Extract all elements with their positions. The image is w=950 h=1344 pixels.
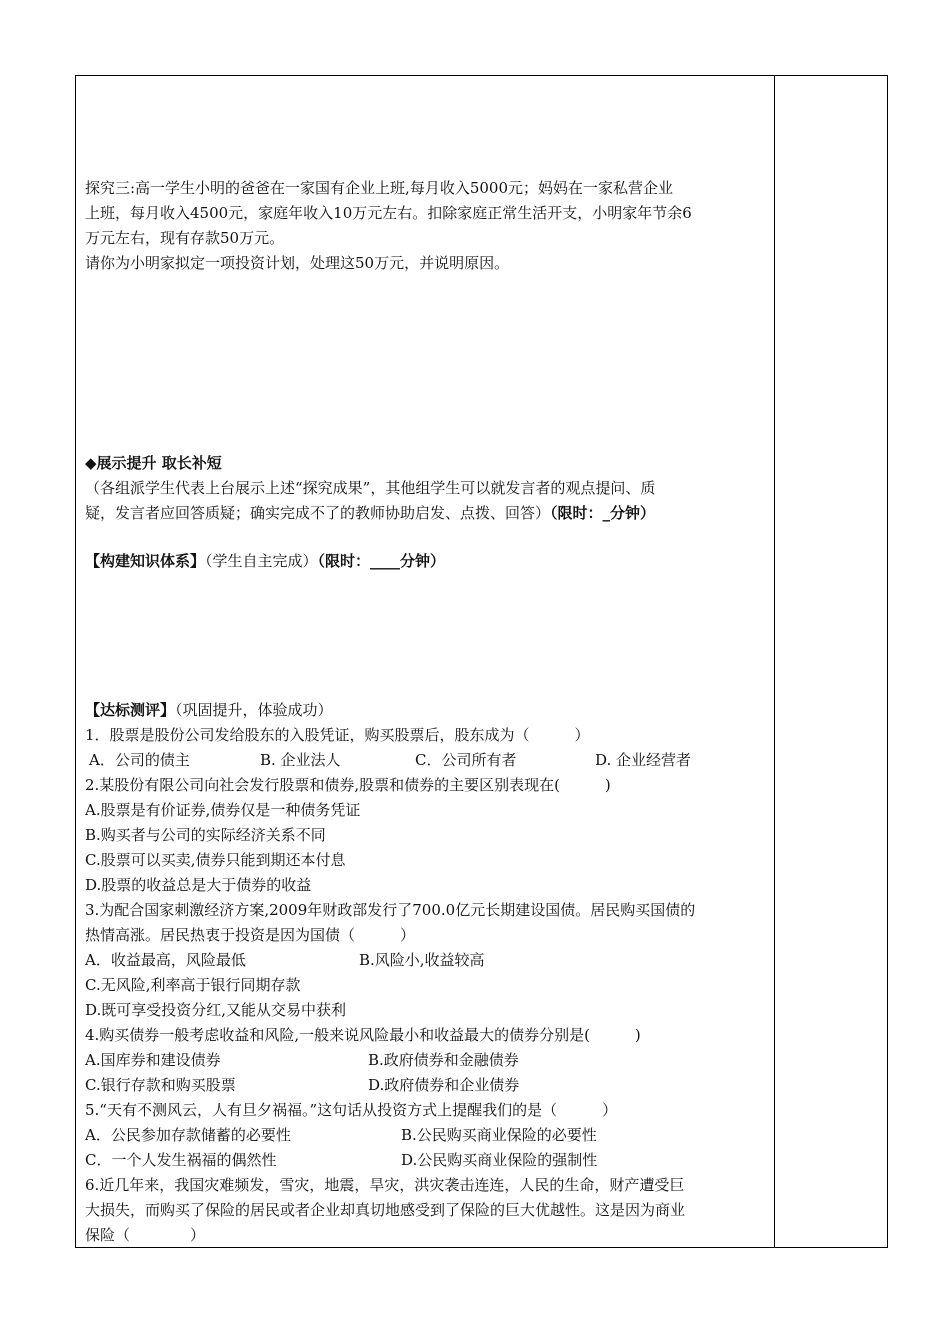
q3-option-c: C.无风险,利率高于银行同期存款 [85, 976, 301, 994]
show-line2 [85, 501, 769, 526]
notes-column [775, 76, 887, 1247]
explore3-line3: 万元左右，现有存款50万元。 [85, 229, 285, 247]
q1-option-d: D. 企业经营者 [595, 751, 692, 769]
show-line1: （各组派学生代表上台展示上述“探究成果”，其他组学生可以就发言者的观点提问、质 [85, 479, 656, 497]
explore3-line2: 上班，每月收入4500元，家庭年收入10万元左右。扣除家庭正常生活开支，小明家年节余6 [85, 204, 692, 222]
question-5: 5.“天有不测风云，人有旦夕祸福。”这句话从投资方式上提醒我们的是（ ） [85, 1101, 618, 1119]
q1-option-c: C．公司所有者 [415, 751, 517, 769]
explore3-task: 请你为小明家拟定一项投资计划，处理这50万元，并说明原因。 [85, 254, 510, 272]
show-heading: ◆展示提升 取长补短 [85, 454, 222, 472]
question-3-options-ab [85, 948, 769, 973]
q5-option-c: C．一个人发生祸福的偶然性 [85, 1151, 277, 1169]
q3-option-a: A．收益最高，风险最低 [85, 951, 246, 969]
q4-option-d: D.政府债券和企业债券 [368, 1076, 520, 1094]
test-heading-line [85, 698, 769, 723]
q2-option-a: A.股票是有价证券,债券仅是一种债务凭证 [85, 801, 361, 819]
question-6-line3: 保险（ ） [85, 1226, 206, 1244]
q5-option-d: D.公民购买商业保险的强制性 [401, 1151, 598, 1169]
q5-option-a: A．公民参加存款储蓄的必要性 [85, 1126, 291, 1144]
explore3-line1: 探究三:高一学生小明的爸爸在一家国有企业上班,每月收入5000元；妈妈在一家私营企业 [85, 179, 673, 197]
question-5-options-ab [85, 1123, 769, 1148]
knowledge-time-limit: （限时：____分钟） [317, 552, 446, 570]
question-4-options-cd [85, 1073, 769, 1098]
knowledge-note: （学生自主完成） [205, 552, 318, 570]
q4-option-b: B.政府债券和金融债券 [368, 1051, 519, 1069]
question-4-options-ab [85, 1048, 769, 1073]
question-5-options-cd [85, 1148, 769, 1173]
q1-option-b: B. 企业法人 [260, 751, 341, 769]
knowledge-heading: 【构建知识体系】 [85, 552, 206, 570]
show-line2-text: 疑，发言者应回答质疑；确实完成不了的教师协助启发、点拨、回答） [85, 504, 551, 522]
q2-option-b: B.购买者与公司的实际经济关系不同 [85, 826, 326, 844]
question-6-line1: 6.近几年来，我国灾难频发，雪灾，地震，旱灾，洪灾袭击连连，人民的生命，财产遭受巨 [85, 1176, 685, 1194]
question-6-line2: 大损失，而购买了保险的居民或者企业却真切地感受到了保险的巨大优越性。这是因为商业 [85, 1201, 686, 1219]
q2-option-d: D.股票的收益总是大于债券的收益 [85, 876, 312, 894]
question-3-line2: 热情高涨。居民热衷于投资是因为国债（ ） [85, 926, 416, 944]
question-1: 1．股票是股份公司发给股东的入股凭证，购买股票后，股东成为（ ） [85, 726, 590, 744]
document-table-frame [75, 75, 888, 1248]
q2-option-c: C.股票可以买卖,债券只能到期还本付息 [85, 851, 346, 869]
q4-option-c: C.银行存款和购买股票 [85, 1076, 236, 1094]
q3-option-d: D.既可享受投资分红,又能从交易中获利 [85, 1001, 347, 1019]
q5-option-b: B.公民购买商业保险的必要性 [401, 1126, 597, 1144]
question-4: 4.购买债券一般考虑收益和风险,一般来说风险最小和收益最大的债券分别是( ) [85, 1026, 641, 1044]
knowledge-line [85, 549, 769, 574]
q3-option-b: B.风险小,收益较高 [359, 951, 485, 969]
test-note: （巩固提升，体验成功） [175, 701, 333, 719]
question-2: 2.某股份有限公司向社会发行股票和债券,股票和债券的主要区别表现在( ) [85, 776, 611, 794]
test-heading: 【达标测评】 [85, 701, 176, 719]
q4-option-a: A.国库券和建设债券 [85, 1051, 221, 1069]
question-3-line1: 3.为配合国家刺激经济方案,2009年财政部发行了700.0亿元长期建设国债。居民购买国债的 [85, 901, 696, 919]
show-time-limit: （限时：_分钟） [550, 504, 656, 522]
q1-option-a: A．公司的债主 [89, 751, 190, 769]
